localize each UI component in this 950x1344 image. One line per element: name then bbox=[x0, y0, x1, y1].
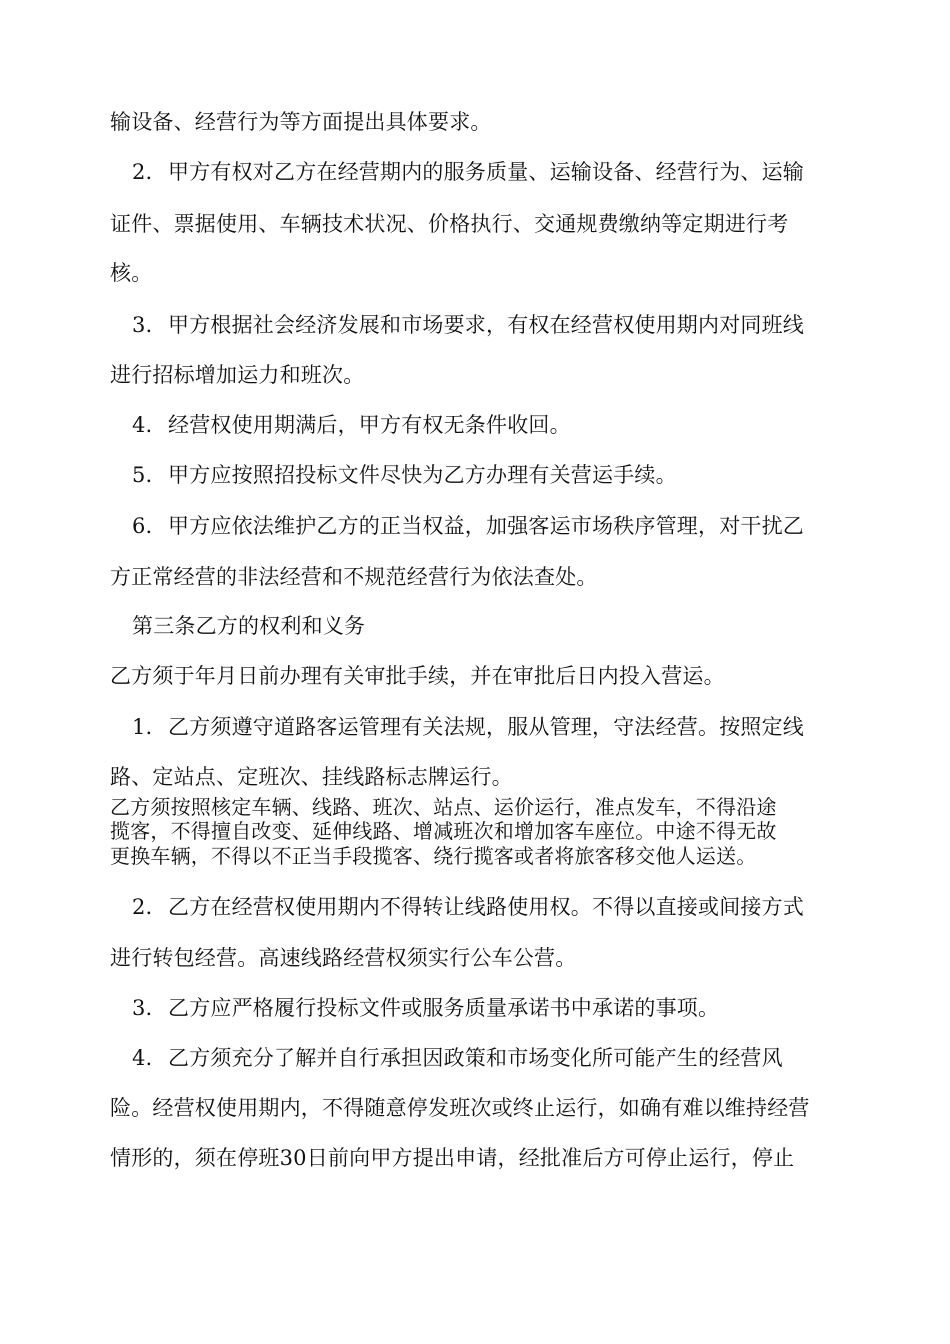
text-line: 证件、票据使用、车辆技术状况、价格执行、交通规费缴纳等定期进行考 bbox=[110, 212, 789, 236]
list-number: 4. bbox=[132, 1046, 153, 1070]
list-number: 2. bbox=[132, 895, 153, 919]
text-line: 揽客，不得擅自改变、延伸线路、增减班次和增加客车座位。中途不得无故 bbox=[110, 819, 777, 843]
list-number: 3. bbox=[132, 313, 153, 337]
text-line: 进行转包经营。高速线路经营权须实行公车公营。 bbox=[110, 946, 577, 970]
list-item-4: 4. 经营权使用期满后，甲方有权无条件收回。 bbox=[132, 410, 571, 440]
list-item-5: 5. 甲方应按照招投标文件尽快为乙方办理有关营运手续。 bbox=[132, 460, 677, 490]
text-line: 乙方须按照核定车辆、线路、班次、站点、运价运行，准点发车，不得沿途 bbox=[110, 795, 777, 819]
text-line: 方正常经营的非法经营和不规范经营行为依法查处。 bbox=[110, 565, 598, 589]
list-item-3: 3. 甲方根据社会经济发展和市场要求，有权在经营权使用期内对同班线 bbox=[132, 310, 804, 340]
text-line: 乙方须于年月日前办理有关审批手续，并在审批后日内投入营运。 bbox=[110, 664, 725, 688]
list-item-2: 2. 甲方有权对乙方在经营期内的服务质量、运输设备、经营行为、运输 bbox=[132, 157, 804, 187]
list-number: 2. bbox=[132, 160, 153, 184]
section-heading: 第三条乙方的权利和义务 bbox=[132, 614, 366, 638]
text-line: 更换车辆，不得以不正当手段揽客、绕行揽客或者将旅客移交他人运送。 bbox=[110, 844, 757, 868]
list-item-1: 1. 乙方须遵守道路客运管理有关法规，服从管理，守法经营。按照定线 bbox=[132, 712, 804, 742]
list-item-2b: 2. 乙方在经营权使用期内不得转让线路使用权。不得以直接或间接方式 bbox=[132, 892, 804, 922]
text-line: 情形的，须在停班30日前向甲方提出申请，经批准后方可停止运行，停止 bbox=[110, 1146, 795, 1170]
list-number: 5. bbox=[132, 463, 153, 487]
list-number: 6. bbox=[132, 514, 153, 538]
list-number: 1. bbox=[132, 715, 153, 739]
list-item-6: 6. 甲方应依法维护乙方的正当权益，加强客运市场秩序管理，对干扰乙 bbox=[132, 511, 804, 541]
text-line: 路、定站点、定班次、挂线路标志牌运行。 bbox=[110, 765, 513, 789]
text-line: 险。经营权使用期内，不得随意停发班次或终止运行，如确有难以维持经营 bbox=[110, 1096, 810, 1120]
text-line: 进行招标增加运力和班次。 bbox=[110, 363, 365, 387]
list-number: 3. bbox=[132, 996, 153, 1020]
text-line: 核。 bbox=[110, 261, 153, 285]
list-item-3b: 3. 乙方应严格履行投标文件或服务质量承诺书中承诺的事项。 bbox=[132, 993, 719, 1023]
list-item-4b: 4. 乙方须充分了解并自行承担因政策和市场变化所可能产生的经营风 bbox=[132, 1043, 783, 1073]
list-number: 4. bbox=[132, 413, 153, 437]
text-line: 输设备、经营行为等方面提出具体要求。 bbox=[110, 110, 492, 134]
